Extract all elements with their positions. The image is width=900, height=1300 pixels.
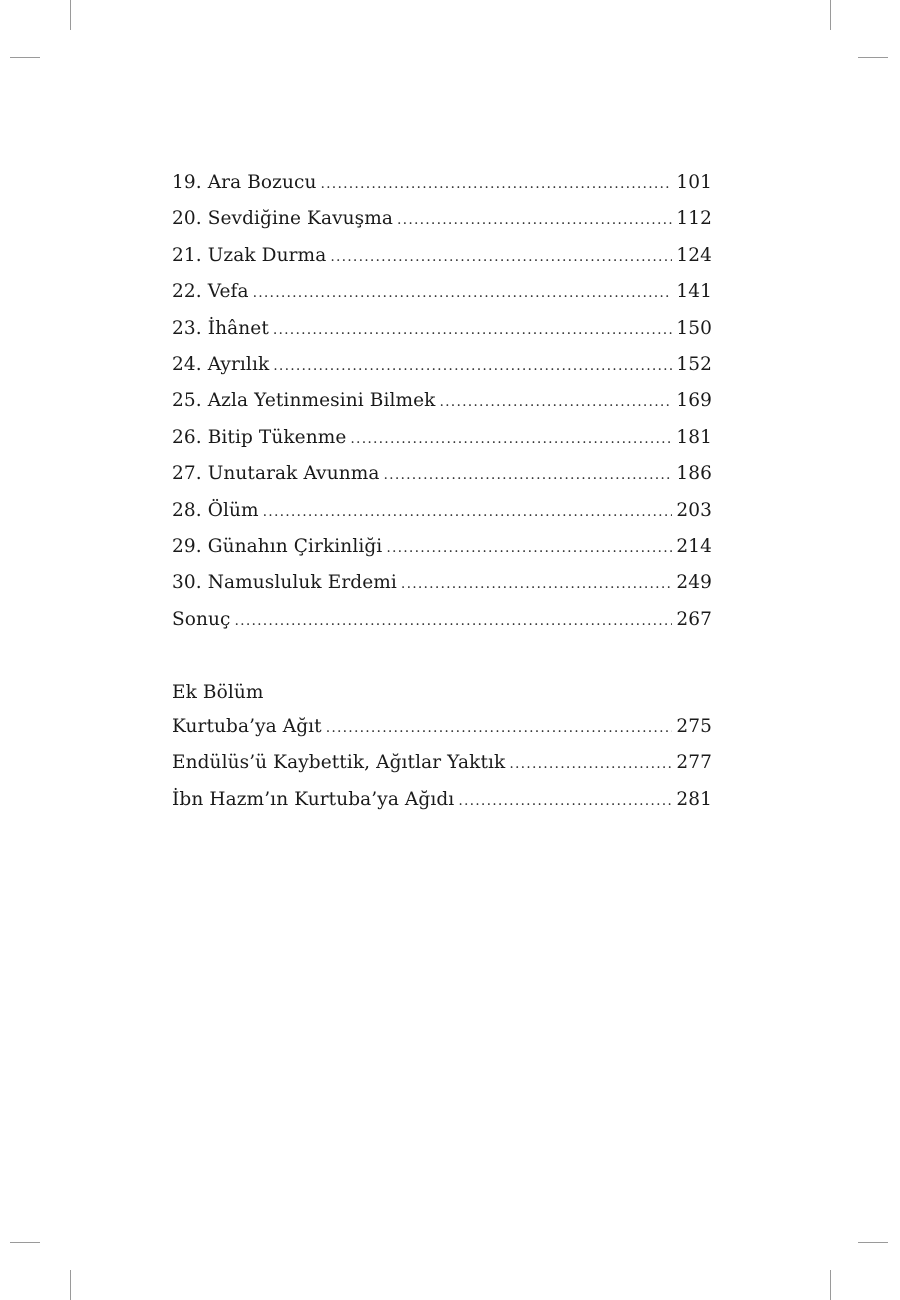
- toc-entry-page: 214: [676, 535, 712, 557]
- toc-entry-title: İbn Hazm’ın Kurtuba’ya Ağıdı: [172, 788, 455, 810]
- toc-entry: [172, 606, 712, 642]
- dot-leader: [253, 279, 673, 307]
- toc-entry-page: 101: [676, 172, 712, 193]
- toc-entry-title: 22. Vefa: [172, 281, 249, 303]
- crop-mark: [830, 1270, 831, 1300]
- dot-leader: [401, 570, 672, 598]
- toc-entry-title: 19. Ara Bozucu: [172, 172, 317, 193]
- crop-mark: [10, 1242, 40, 1243]
- toc-entry: [172, 569, 712, 605]
- toc-entry: [172, 278, 712, 314]
- dot-leader: [263, 498, 673, 526]
- crop-mark: [830, 0, 831, 30]
- dot-leader: [397, 206, 672, 234]
- toc-entry: [172, 205, 712, 241]
- appendix-contents: [172, 679, 712, 822]
- toc-entry-title: 27. Unutarak Avunma: [172, 463, 380, 485]
- toc-entry: [172, 749, 712, 785]
- toc-entry-page: 203: [676, 499, 712, 521]
- toc-entry-title: Kurtuba’ya Ağıt: [172, 716, 322, 737]
- toc-entry-page: 150: [676, 317, 712, 339]
- dot-leader: [440, 388, 673, 416]
- dot-leader: [350, 425, 672, 453]
- toc-entry-page: 249: [676, 572, 712, 594]
- toc-entry: [172, 387, 712, 423]
- toc-entry-title: 28. Ölüm: [172, 499, 259, 521]
- toc-entry: [172, 533, 712, 569]
- dot-leader: [273, 352, 672, 380]
- toc-entry-title: 24. Ayrılık: [172, 353, 270, 375]
- dot-leader: [384, 461, 673, 489]
- toc-entry-page: 277: [676, 752, 712, 774]
- toc-entry-title: Endülüs’ü Kaybettik, Ağıtlar Yaktık: [172, 752, 506, 774]
- toc-entry: [172, 786, 712, 822]
- dot-leader: [386, 534, 672, 562]
- dot-leader: [509, 750, 672, 778]
- toc-entry-title: 29. Günahın Çirkinliği: [172, 535, 383, 557]
- appendix-heading: Ek Bölüm: [172, 682, 264, 703]
- dot-leader: [273, 316, 673, 344]
- toc-entry: [172, 713, 712, 749]
- toc-entry: [172, 460, 712, 496]
- crop-mark: [10, 57, 40, 58]
- toc-entry-title: 30. Namusluluk Erdemi: [172, 572, 397, 594]
- dot-leader: [235, 607, 673, 635]
- crop-mark: [70, 1270, 71, 1300]
- toc-entry: [172, 497, 712, 533]
- toc-entry: [172, 351, 712, 387]
- toc-entry-title: 23. İhânet: [172, 317, 269, 339]
- dot-leader: [321, 170, 673, 198]
- toc-entry-page: 186: [676, 463, 712, 485]
- toc-entry: [172, 424, 712, 460]
- toc-entry-page: 141: [676, 281, 712, 303]
- dot-leader: [330, 243, 672, 271]
- toc-entry-title: Sonuç: [172, 608, 231, 630]
- toc-entry-page: 275: [676, 716, 712, 737]
- crop-mark: [858, 57, 888, 58]
- toc-entry: [172, 242, 712, 278]
- toc-entry-title: 20. Sevdiğine Kavuşma: [172, 208, 394, 230]
- toc-entry-title: 26. Bitip Tükenme: [172, 426, 347, 448]
- toc-entry-title: 25. Azla Yetinmesini Bilmek: [172, 390, 436, 412]
- dot-leader: [326, 714, 673, 742]
- table-of-contents: [172, 169, 712, 642]
- toc-entry-page: 281: [676, 788, 712, 810]
- toc-entry-page: 112: [676, 208, 712, 230]
- toc-entry-page: 152: [676, 353, 712, 375]
- toc-entry-page: 124: [676, 244, 712, 266]
- toc-entry: [172, 315, 712, 351]
- crop-mark: [70, 0, 71, 30]
- toc-entry-page: 169: [676, 390, 712, 412]
- toc-entry-page: 181: [676, 426, 712, 448]
- toc-entry: [172, 169, 712, 205]
- dot-leader: [458, 787, 672, 815]
- crop-mark: [858, 1242, 888, 1243]
- toc-entry-page: 267: [676, 608, 712, 630]
- toc-entry-title: 21. Uzak Durma: [172, 244, 327, 266]
